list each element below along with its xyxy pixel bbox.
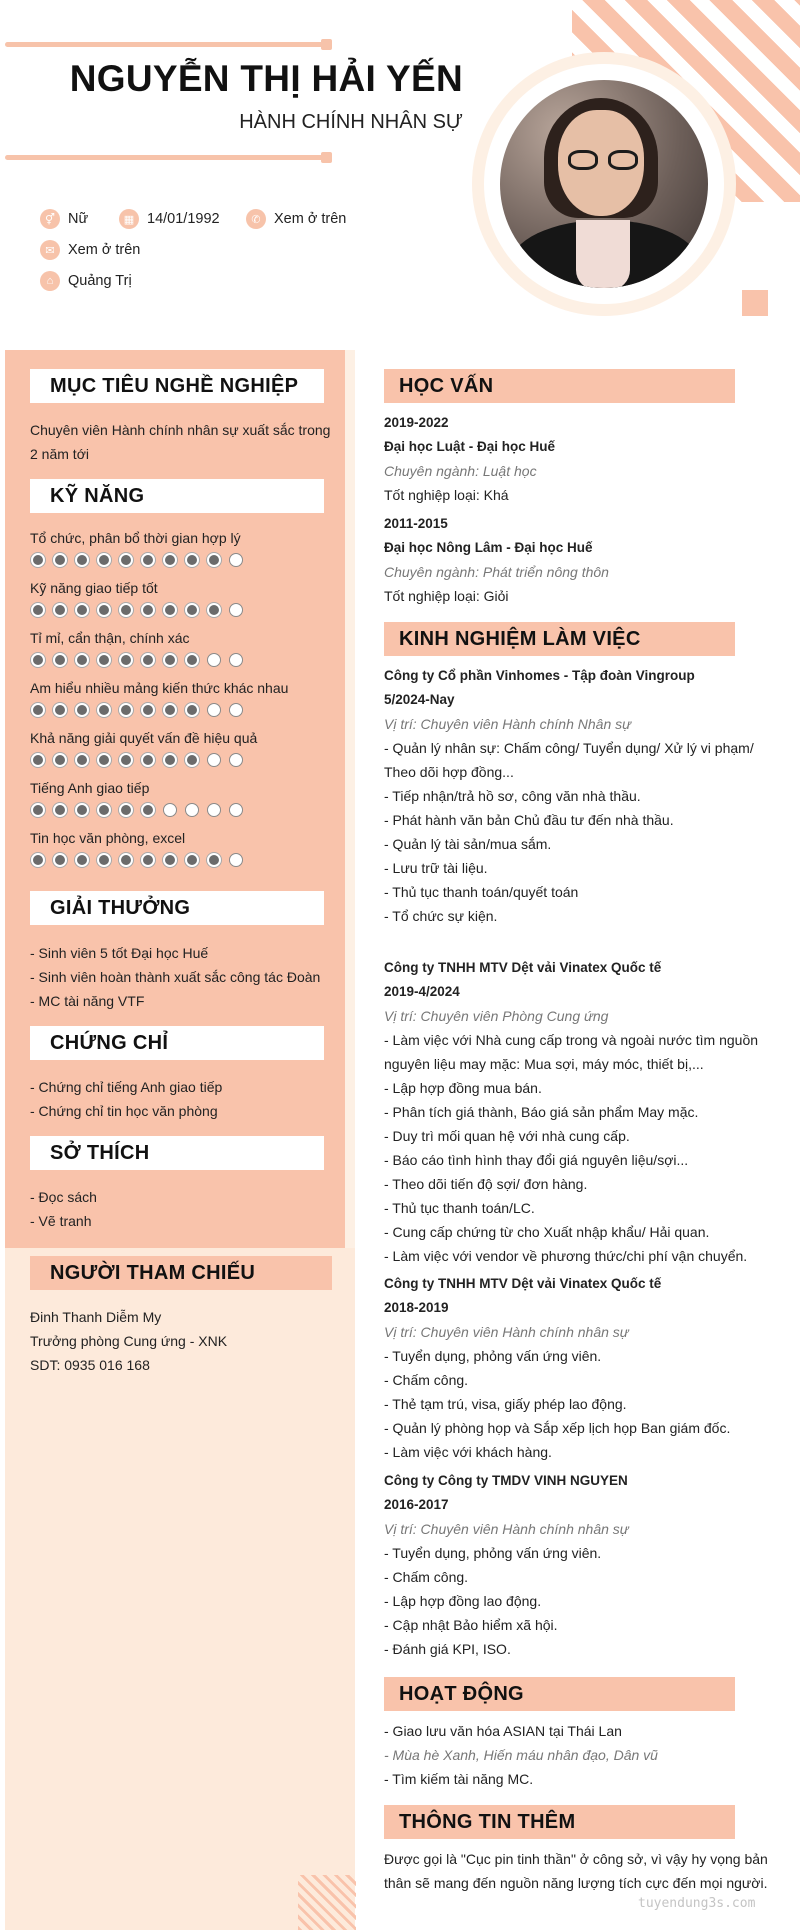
candidate-position: HÀNH CHÍNH NHÂN SỰ	[239, 111, 463, 133]
rating-dot-filled	[97, 653, 111, 667]
rating-dot-filled	[75, 803, 89, 817]
email-icon: ✉	[40, 240, 60, 260]
rating-dot-empty	[229, 803, 243, 817]
references-heading: NGƯỜI THAM CHIẾU	[30, 1256, 332, 1290]
skill-label: Tỉ mỉ, cẩn thận, chính xác	[30, 630, 190, 646]
rating-dot-filled	[185, 653, 199, 667]
job-period: 2016-2017	[384, 1497, 449, 1512]
rating-dot-filled	[207, 603, 221, 617]
objective-heading: MỤC TIÊU NGHỀ NGHIỆP	[30, 369, 324, 403]
contact-gender-text: Nữ	[68, 211, 89, 227]
job-duty: - Chấm công.	[384, 1372, 469, 1388]
rating-dot-filled	[75, 653, 89, 667]
skill-rating	[31, 603, 243, 617]
skill-rating	[31, 803, 243, 817]
job-duty: - Làm việc với khách hàng.	[384, 1444, 552, 1460]
job-company: Công ty TNHH MTV Dệt vải Vinatex Quốc tế	[384, 1276, 662, 1291]
job-duty: - Duy trì mối quan hệ với nhà cung cấp.	[384, 1128, 630, 1144]
job-company: Công ty TNHH MTV Dệt vải Vinatex Quốc tế	[384, 960, 662, 975]
activity-item: - Mùa hè Xanh, Hiến máu nhân đạo, Dân vũ	[384, 1747, 658, 1763]
job-duty: - Quản lý phòng họp và Sắp xếp lịch họp Ban giám đốc.	[384, 1420, 731, 1436]
rating-dot-filled	[119, 753, 133, 767]
rating-dot-empty	[229, 753, 243, 767]
skill-label: Am hiểu nhiều mảng kiến thức khác nhau	[30, 680, 289, 696]
contact-email-text: Xem ở trên	[68, 242, 141, 258]
rating-dot-filled	[31, 753, 45, 767]
skill-rating	[31, 553, 243, 567]
education-school: Đại học Nông Lâm - Đại học Huế	[384, 540, 593, 555]
job-duty: Theo dõi hợp đồng...	[384, 764, 514, 780]
contact-address-text: Quảng Trị	[68, 273, 132, 289]
skill-label: Khả năng giải quyết vấn đề hiệu quả	[30, 730, 258, 746]
education-grade: Tốt nghiệp loại: Khá	[384, 487, 509, 503]
rating-dot-filled	[97, 853, 111, 867]
job-duty: - Thủ tục thanh toán/quyết toán	[384, 884, 579, 900]
rating-dot-filled	[97, 803, 111, 817]
rating-dot-filled	[31, 653, 45, 667]
contact-phone-text: Xem ở trên	[274, 211, 347, 227]
rating-dot-filled	[119, 653, 133, 667]
contact-email	[40, 240, 140, 260]
education-years: 2011-2015	[384, 516, 448, 531]
hobbies-heading: SỞ THÍCH	[30, 1136, 324, 1170]
education-major: Chuyên ngành: Phát triển nông thôn	[384, 564, 609, 580]
rating-dot-empty	[229, 603, 243, 617]
job-duty: - Lập hợp đồng lao động.	[384, 1593, 542, 1609]
skill-label: Tổ chức, phân bổ thời gian hợp lý	[30, 530, 241, 546]
rating-dot-empty	[229, 853, 243, 867]
job-duty: - Quản lý tài sản/mua sắm.	[384, 836, 552, 852]
rating-dot-filled	[163, 853, 177, 867]
rating-dot-filled	[141, 553, 155, 567]
rating-dot-filled	[75, 603, 89, 617]
hobby-item: - Vẽ tranh	[30, 1213, 92, 1229]
left-column-edge	[345, 350, 355, 1248]
rating-dot-filled	[163, 653, 177, 667]
reference-phone: SDT: 0935 016 168	[30, 1357, 150, 1373]
job-duty: - Theo dõi tiến độ sợi/ đơn hàng.	[384, 1176, 588, 1192]
job-period: 2019-4/2024	[384, 984, 460, 999]
profile-photo	[500, 80, 708, 288]
skill-label: Kỹ năng giao tiếp tốt	[30, 580, 158, 596]
rating-dot-filled	[53, 603, 67, 617]
job-duty: - Cập nhật Bảo hiểm xã hội.	[384, 1617, 558, 1633]
decor-square	[742, 290, 768, 316]
job-duty: - Đánh giá KPI, ISO.	[384, 1641, 511, 1657]
rating-dot-empty	[229, 703, 243, 717]
education-heading: HỌC VẤN	[384, 369, 735, 403]
rating-dot-filled	[53, 553, 67, 567]
certificate-item: - Chứng chỉ tiếng Anh giao tiếp	[30, 1079, 223, 1095]
rating-dot-empty	[207, 653, 221, 667]
skill-label: Tin học văn phòng, excel	[30, 830, 186, 846]
rating-dot-filled	[163, 553, 177, 567]
rating-dot-filled	[141, 603, 155, 617]
rating-dot-filled	[185, 553, 199, 567]
rating-dot-filled	[185, 753, 199, 767]
award-item: - MC tài năng VTF	[30, 993, 145, 1009]
job-duty: - Báo cáo tình hình thay đổi giá nguyên liệu/sợi...	[384, 1152, 689, 1168]
phone-icon: ✆	[246, 209, 266, 229]
watermark: tuyendung3s.com	[638, 1896, 756, 1911]
rating-dot-filled	[97, 703, 111, 717]
certificate-item: - Chứng chỉ tin học văn phòng	[30, 1103, 218, 1119]
job-duty: - Lập hợp đồng mua bán.	[384, 1080, 542, 1096]
skill-rating	[31, 753, 243, 767]
rating-dot-filled	[31, 703, 45, 717]
rating-dot-filled	[53, 853, 67, 867]
rating-dot-filled	[163, 703, 177, 717]
experience-heading: KINH NGHIỆM LÀM VIỆC	[384, 622, 735, 656]
rating-dot-filled	[163, 753, 177, 767]
award-item: - Sinh viên hoàn thành xuất sắc công tác Đoàn	[30, 969, 321, 985]
rating-dot-filled	[53, 703, 67, 717]
rating-dot-filled	[141, 853, 155, 867]
job-duty: - Thủ tục thanh toán/LC.	[384, 1200, 535, 1216]
education-school: Đại học Luật - Đại học Huế	[384, 439, 556, 454]
education-years: 2019-2022	[384, 415, 449, 430]
rating-dot-empty	[229, 553, 243, 567]
rating-dot-filled	[97, 753, 111, 767]
job-duty: - Tiếp nhận/trả hồ sơ, công văn nhà thầu.	[384, 788, 641, 804]
rating-dot-filled	[31, 853, 45, 867]
rating-dot-filled	[75, 853, 89, 867]
reference-title: Trưởng phòng Cung ứng - XNK	[30, 1333, 228, 1349]
job-position: Vị trí: Chuyên viên Hành chính Nhân sự	[384, 716, 632, 732]
certificates-heading: CHỨNG CHỈ	[30, 1026, 324, 1060]
job-duty: - Phát hành văn bản Chủ đầu tư đến nhà thầu.	[384, 812, 674, 828]
skills-heading: KỸ NĂNG	[30, 479, 324, 513]
rating-dot-empty	[207, 703, 221, 717]
rating-dot-filled	[141, 753, 155, 767]
header-line-bottom	[5, 155, 328, 160]
job-duty: - Phân tích giá thành, Báo giá sản phẩm May mặc.	[384, 1104, 699, 1120]
rating-dot-filled	[75, 753, 89, 767]
activity-item: - Tìm kiếm tài năng MC.	[384, 1771, 534, 1787]
contact-gender	[40, 209, 88, 229]
job-duty: - Quản lý nhân sự: Chấm công/ Tuyển dụng/ Xử lý vi phạm/	[384, 740, 754, 756]
rating-dot-filled	[141, 653, 155, 667]
rating-dot-empty	[229, 653, 243, 667]
job-company: Công ty Cổ phần Vinhomes - Tập đoàn Vingroup	[384, 668, 695, 683]
rating-dot-empty	[185, 803, 199, 817]
reference-name: Đinh Thanh Diễm My	[30, 1309, 162, 1325]
rating-dot-filled	[31, 603, 45, 617]
rating-dot-filled	[97, 553, 111, 567]
rating-dot-filled	[53, 753, 67, 767]
extra-info-line: Được gọi là "Cục pin tinh thần" ở công sở, vì vậy hy vọng bản	[384, 1851, 768, 1867]
rating-dot-filled	[119, 703, 133, 717]
gender-icon: ⚥	[40, 209, 60, 229]
rating-dot-filled	[119, 553, 133, 567]
job-duty: nguyên liệu may mặc: Mua sợi, máy móc, thiết bị,...	[384, 1056, 704, 1072]
rating-dot-empty	[207, 753, 221, 767]
skill-rating	[31, 653, 243, 667]
job-duty: - Chấm công.	[384, 1569, 469, 1585]
skill-rating	[31, 853, 243, 867]
contact-birthday	[119, 209, 220, 229]
contact-phone	[246, 209, 346, 229]
rating-dot-filled	[31, 553, 45, 567]
rating-dot-filled	[119, 603, 133, 617]
rating-dot-filled	[119, 803, 133, 817]
job-duty: - Làm việc với Nhà cung cấp trong và ngoài nước tìm nguồn	[384, 1032, 759, 1048]
job-position: Vị trí: Chuyên viên Phòng Cung ứng	[384, 1008, 609, 1024]
rating-dot-filled	[119, 853, 133, 867]
job-duty: - Tuyển dụng, phỏng vấn ứng viên.	[384, 1348, 602, 1364]
objective-line-1: Chuyên viên Hành chính nhân sự xuất sắc trong	[30, 422, 331, 438]
contact-birthday-text: 14/01/1992	[147, 211, 220, 227]
candidate-name: NGUYỄN THỊ HẢI YẾN	[69, 58, 463, 99]
activity-item: - Giao lưu văn hóa ASIAN tại Thái Lan	[384, 1723, 622, 1739]
extra-info-line: thân sẽ mang đến nguồn năng lượng tích cực đến mọi người.	[384, 1875, 768, 1891]
job-duty: - Cung cấp chứng từ cho Xuất nhập khẩu/ Hải quan.	[384, 1224, 710, 1240]
rating-dot-filled	[53, 803, 67, 817]
rating-dot-filled	[207, 853, 221, 867]
rating-dot-empty	[207, 803, 221, 817]
award-item: - Sinh viên 5 tốt Đại học Huế	[30, 945, 209, 961]
rating-dot-filled	[207, 553, 221, 567]
rating-dot-filled	[53, 653, 67, 667]
rating-dot-filled	[185, 703, 199, 717]
skill-rating	[31, 703, 243, 717]
rating-dot-filled	[141, 803, 155, 817]
home-icon: ⌂	[40, 271, 60, 291]
rating-dot-filled	[97, 603, 111, 617]
hatch-decoration	[298, 1875, 356, 1930]
rating-dot-filled	[185, 853, 199, 867]
rating-dot-filled	[141, 703, 155, 717]
awards-heading: GIẢI THƯỞNG	[30, 891, 324, 925]
job-duty: - Tuyển dụng, phỏng vấn ứng viên.	[384, 1545, 602, 1561]
rating-dot-filled	[75, 703, 89, 717]
rating-dot-filled	[185, 603, 199, 617]
job-duty: - Làm việc với vendor về phương thức/chi phí vận chuyển.	[384, 1248, 748, 1264]
activities-heading: HOẠT ĐỘNG	[384, 1677, 735, 1711]
objective-line-2: 2 năm tới	[30, 446, 89, 462]
education-major: Chuyên ngành: Luật học	[384, 463, 537, 479]
rating-dot-filled	[75, 553, 89, 567]
header-line-top	[5, 42, 328, 47]
job-position: Vị trí: Chuyên viên Hành chính nhân sự	[384, 1324, 629, 1340]
job-duty: - Lưu trữ tài liệu.	[384, 860, 488, 876]
job-period: 5/2024-Nay	[384, 692, 455, 707]
hobby-item: - Đọc sách	[30, 1189, 97, 1205]
job-duty: - Tổ chức sự kiện.	[384, 908, 498, 924]
education-grade: Tốt nghiệp loại: Giỏi	[384, 588, 509, 604]
contact-address	[40, 271, 132, 291]
calendar-icon: ▦	[119, 209, 139, 229]
job-duty: - Thẻ tạm trú, visa, giấy phép lao động.	[384, 1396, 627, 1412]
rating-dot-filled	[31, 803, 45, 817]
rating-dot-filled	[163, 603, 177, 617]
skill-label: Tiếng Anh giao tiếp	[30, 780, 150, 796]
job-position: Vị trí: Chuyên viên Hành chính nhân sự	[384, 1521, 629, 1537]
rating-dot-empty	[163, 803, 177, 817]
extra-info-heading: THÔNG TIN THÊM	[384, 1805, 735, 1839]
job-period: 2018-2019	[384, 1300, 449, 1315]
job-company: Công ty Công ty TMDV VINH NGUYEN	[384, 1473, 628, 1488]
